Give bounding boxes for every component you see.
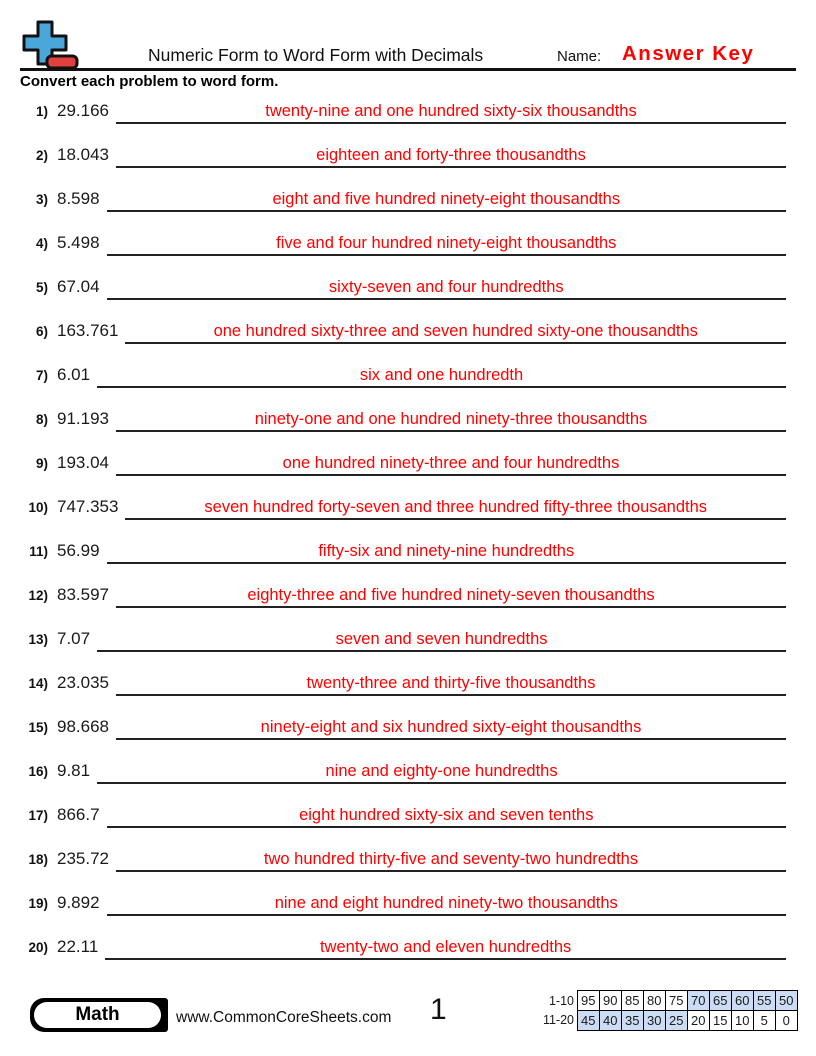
problem-number: 16) bbox=[28, 764, 48, 779]
problem-row bbox=[22, 453, 786, 497]
score-cell: 45 bbox=[577, 1010, 601, 1031]
problem-value: 235.72 bbox=[57, 849, 109, 868]
problem-value: 67.04 bbox=[57, 277, 100, 296]
problem-number: 7) bbox=[35, 368, 48, 383]
grading-cells bbox=[578, 1010, 798, 1031]
problem-value: 747.353 bbox=[57, 497, 119, 516]
problem-row bbox=[22, 233, 786, 277]
name-label: Name: bbox=[557, 48, 602, 65]
score-cell: 20 bbox=[687, 1010, 711, 1031]
score-cell: 25 bbox=[665, 1010, 689, 1031]
answer-line: eight hundred sixty-six and seven tenths bbox=[107, 806, 786, 828]
problem-value: 98.668 bbox=[57, 717, 109, 736]
problem-number: 15) bbox=[28, 720, 48, 735]
problem-value: 23.035 bbox=[57, 673, 109, 692]
score-cell: 50 bbox=[775, 990, 799, 1011]
problem-number: 18) bbox=[28, 852, 48, 867]
instructions-text: Convert each problem to word form. bbox=[20, 73, 279, 90]
problem-value: 18.043 bbox=[57, 145, 109, 164]
problem-number: 10) bbox=[28, 500, 48, 515]
answer-line: six and one hundredth bbox=[97, 366, 786, 388]
problem-number: 14) bbox=[28, 676, 48, 691]
problem-row bbox=[22, 673, 786, 717]
score-cell: 55 bbox=[753, 990, 777, 1011]
problem-row bbox=[22, 145, 786, 189]
problem-row bbox=[22, 365, 786, 409]
answer-line: eighteen and forty-three thousandths bbox=[116, 146, 786, 168]
page-title: Numeric Form to Word Form with Decimals bbox=[148, 45, 484, 65]
answer-line: five and four hundred ninety-eight thousandths bbox=[107, 234, 786, 256]
problems-list bbox=[22, 101, 786, 981]
problem-row bbox=[22, 849, 786, 893]
problem-number: 12) bbox=[28, 588, 48, 603]
score-cell: 40 bbox=[599, 1010, 623, 1031]
answer-line: seven hundred forty-seven and three hundred fifty-three thousandths bbox=[125, 498, 786, 520]
problem-value: 9.81 bbox=[57, 761, 91, 780]
grading-cells bbox=[578, 990, 798, 1011]
problem-number: 19) bbox=[28, 896, 48, 911]
answer-line: ninety-one and one hundred ninety-three thousandths bbox=[116, 410, 786, 432]
problem-value: 193.04 bbox=[57, 453, 109, 472]
problem-row bbox=[22, 541, 786, 585]
grading-row bbox=[534, 990, 798, 1011]
problem-number: 6) bbox=[35, 324, 48, 339]
problem-value: 163.761 bbox=[57, 321, 119, 340]
problem-row bbox=[22, 893, 786, 937]
problem-row bbox=[22, 585, 786, 629]
problem-row bbox=[22, 321, 786, 365]
answer-line: nine and eight hundred ninety-two thousandths bbox=[107, 894, 786, 916]
problem-number: 13) bbox=[28, 632, 48, 647]
minus-icon bbox=[47, 56, 77, 68]
answer-line: twenty-nine and one hundred sixty-six thousandths bbox=[116, 102, 786, 124]
answer-line: eight and five hundred ninety-eight thousandths bbox=[107, 190, 786, 212]
problem-value: 9.892 bbox=[57, 893, 100, 912]
grading-row-label: 11-20 bbox=[542, 1013, 574, 1027]
problem-number: 4) bbox=[35, 236, 48, 251]
problem-number: 1) bbox=[35, 104, 48, 119]
problem-number: 11) bbox=[29, 544, 48, 559]
problem-row bbox=[22, 101, 786, 145]
score-cell: 75 bbox=[665, 990, 689, 1011]
problem-number: 8) bbox=[35, 412, 48, 427]
score-cell: 5 bbox=[753, 1010, 777, 1031]
website-text: www.CommonCoreSheets.com bbox=[176, 1009, 392, 1026]
problem-value: 6.01 bbox=[57, 365, 91, 384]
score-cell: 65 bbox=[709, 990, 733, 1011]
score-cell: 60 bbox=[731, 990, 755, 1011]
score-cell: 35 bbox=[621, 1010, 645, 1031]
subject-badge-label: Math bbox=[34, 1002, 161, 1028]
problem-number: 5) bbox=[35, 280, 48, 295]
problem-value: 5.498 bbox=[57, 233, 100, 252]
problem-number: 17) bbox=[28, 808, 48, 823]
score-cell: 95 bbox=[577, 990, 601, 1011]
problem-value: 56.99 bbox=[57, 541, 100, 560]
problem-value: 8.598 bbox=[57, 189, 100, 208]
answer-key-label: Answer Key bbox=[622, 42, 755, 65]
problem-number: 3) bbox=[35, 192, 48, 207]
score-cell: 15 bbox=[709, 1010, 733, 1031]
problem-value: 866.7 bbox=[57, 805, 100, 824]
problem-row bbox=[22, 629, 786, 673]
answer-line: sixty-seven and four hundredths bbox=[107, 278, 786, 300]
answer-line: eighty-three and five hundred ninety-seven thousandths bbox=[116, 586, 786, 608]
problem-value: 29.166 bbox=[57, 101, 109, 120]
problem-number: 2) bbox=[35, 148, 48, 163]
score-cell: 90 bbox=[599, 990, 623, 1011]
grading-row bbox=[534, 1010, 798, 1031]
grading-row-label: 1-10 bbox=[548, 993, 574, 1008]
problem-value: 91.193 bbox=[57, 409, 109, 428]
score-cell: 70 bbox=[687, 990, 711, 1011]
problem-row bbox=[22, 761, 786, 805]
answer-line: two hundred thirty-five and seventy-two hundredths bbox=[116, 850, 786, 872]
answer-line: one hundred ninety-three and four hundredths bbox=[116, 454, 786, 476]
problem-row bbox=[22, 277, 786, 321]
problem-row bbox=[22, 805, 786, 849]
answer-line: ninety-eight and six hundred sixty-eight thousandths bbox=[116, 718, 786, 740]
subject-badge bbox=[30, 998, 168, 1032]
page-number: 1 bbox=[430, 993, 447, 1026]
commoncoresheets-logo bbox=[22, 20, 80, 75]
problem-row bbox=[22, 497, 786, 541]
answer-line: seven and seven hundredths bbox=[97, 630, 786, 652]
answer-line: one hundred sixty-three and seven hundred sixty-one thousandths bbox=[125, 322, 786, 344]
score-cell: 80 bbox=[643, 990, 667, 1011]
problem-value: 7.07 bbox=[57, 629, 91, 648]
problem-row bbox=[22, 937, 786, 981]
score-cell: 85 bbox=[621, 990, 645, 1011]
math-logo-graphic bbox=[22, 20, 80, 70]
problem-number: 9) bbox=[35, 456, 48, 471]
problem-row bbox=[22, 189, 786, 233]
score-cell: 0 bbox=[775, 1010, 799, 1031]
answer-line: fifty-six and ninety-nine hundredths bbox=[107, 542, 786, 564]
header-divider bbox=[20, 68, 796, 71]
grading-table bbox=[534, 990, 798, 1031]
problem-number: 20) bbox=[28, 940, 48, 955]
score-cell: 10 bbox=[731, 1010, 755, 1031]
problem-value: 22.11 bbox=[57, 937, 99, 956]
problem-value: 83.597 bbox=[57, 585, 109, 604]
answer-line: twenty-three and thirty-five thousandths bbox=[116, 674, 786, 696]
answer-line: twenty-two and eleven hundredths bbox=[105, 938, 786, 960]
answer-line: nine and eighty-one hundredths bbox=[97, 762, 786, 784]
problem-row bbox=[22, 409, 786, 453]
problem-row bbox=[22, 717, 786, 761]
score-cell: 30 bbox=[643, 1010, 667, 1031]
